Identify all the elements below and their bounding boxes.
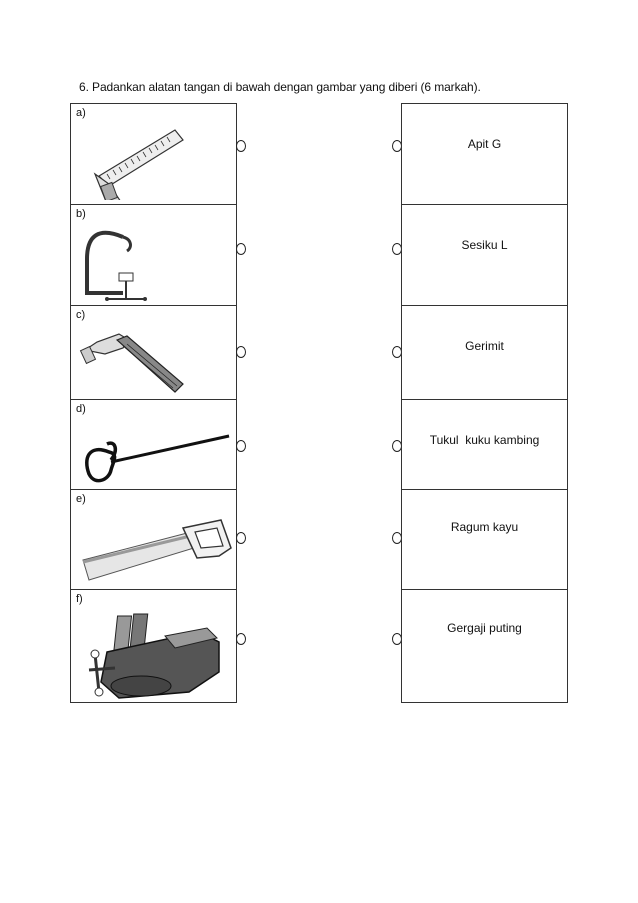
tenon-saw-icon bbox=[79, 504, 233, 586]
picture-cell-f bbox=[71, 590, 236, 704]
left-connector-dot-f[interactable] bbox=[236, 633, 246, 645]
answer-text: Tukul kuku kambing bbox=[429, 433, 540, 447]
picture-cell-e bbox=[71, 490, 236, 590]
answer-text: Gergaji puting bbox=[447, 621, 522, 635]
answer-cell bbox=[402, 306, 567, 400]
item-label: c) bbox=[76, 309, 86, 321]
answer-cell bbox=[402, 104, 567, 205]
answer-cell bbox=[402, 205, 567, 306]
answer-text: Sesiku L bbox=[461, 238, 508, 252]
item-label: e) bbox=[76, 493, 86, 505]
answer-cell bbox=[402, 490, 567, 590]
picture-cell-d bbox=[71, 400, 236, 490]
answer-cell bbox=[402, 400, 567, 490]
bench-vise-icon bbox=[79, 602, 227, 702]
left-connector-dot-c[interactable] bbox=[236, 346, 246, 358]
picture-cell-c bbox=[71, 306, 236, 400]
answers-table bbox=[401, 103, 568, 703]
item-label: d) bbox=[76, 403, 86, 415]
answer-cell bbox=[402, 590, 567, 704]
item-label: a) bbox=[76, 107, 86, 119]
l-square-icon bbox=[79, 118, 187, 200]
answer-text: Apit G bbox=[467, 137, 502, 151]
answer-text: Gerimit bbox=[465, 339, 504, 353]
left-connector-dot-b[interactable] bbox=[236, 243, 246, 255]
left-connector-dot-e[interactable] bbox=[236, 532, 246, 544]
g-clamp-icon bbox=[79, 219, 157, 303]
hammer-icon bbox=[79, 320, 191, 398]
gimlet-icon bbox=[79, 414, 233, 488]
left-connector-dot-a[interactable] bbox=[236, 140, 246, 152]
left-connector-dot-d[interactable] bbox=[236, 440, 246, 452]
question-title: 6. Padankan alatan tangan di bawah dengan gambar yang diberi (6 markah). bbox=[79, 80, 481, 94]
item-label: f) bbox=[76, 593, 83, 605]
pictures-table bbox=[70, 103, 237, 703]
answer-text: Ragum kayu bbox=[450, 520, 519, 534]
picture-cell-a bbox=[71, 104, 236, 205]
item-label: b) bbox=[76, 208, 86, 220]
picture-cell-b bbox=[71, 205, 236, 306]
